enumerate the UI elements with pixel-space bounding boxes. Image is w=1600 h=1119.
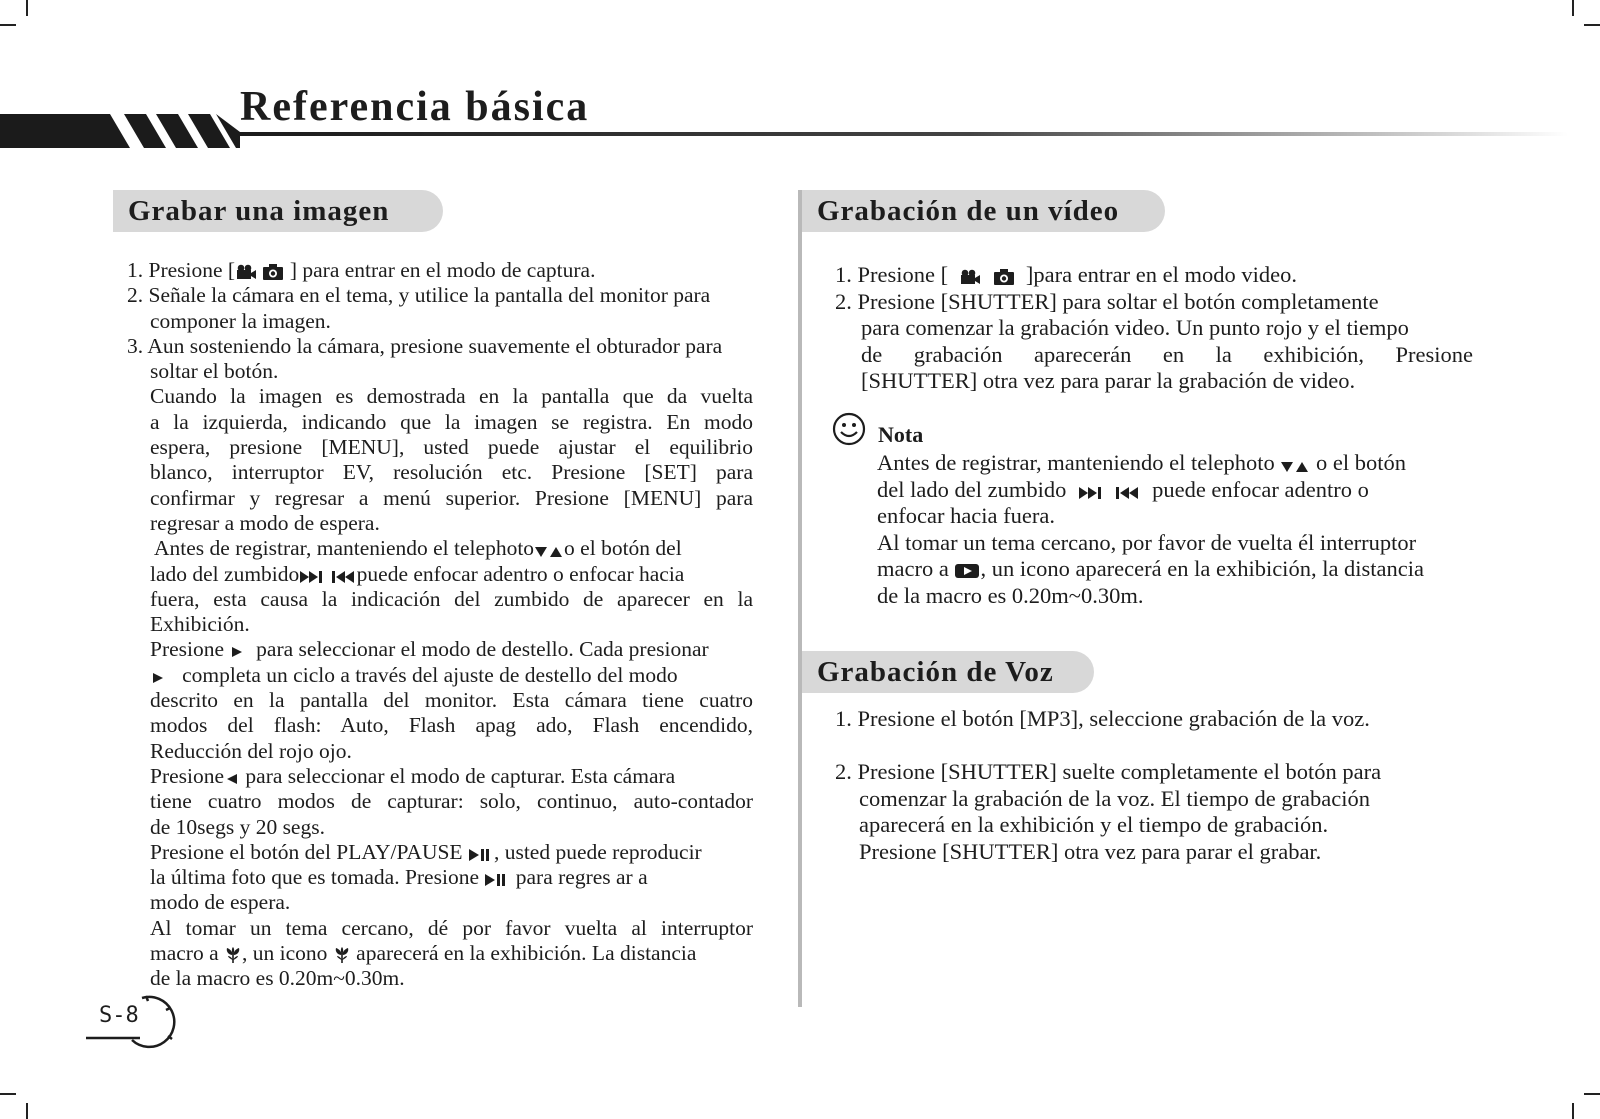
crop-mark [0, 24, 16, 26]
left-line: Al tomar un tema cercano, dé por favor vuelta al interruptor [150, 915, 753, 940]
smiley-icon [832, 412, 866, 446]
voice-line: Presione [SHUTTER] otra vez para parar el grabar. [859, 838, 1322, 864]
video-camera-icon [235, 263, 257, 281]
video-line: [SHUTTER] otra vez para parar la grabación de video. [861, 368, 1356, 393]
note-line: de la macro es 0.20m~0.30m. [877, 582, 1144, 608]
column-divider [798, 190, 802, 1007]
left-line: de la macro es 0.20m~0.30m. [150, 966, 405, 991]
macro-play-icon [954, 562, 980, 580]
left-line: componer la imagen. [150, 308, 331, 333]
section-heading-text: Grabación de Voz [817, 656, 1054, 688]
left-line: 2. Señale la cámara en el tema, y utilice la pantalla del monitor para [127, 283, 711, 308]
left-line: tiene cuatro modos de capturar: solo, continuo, auto-contador [150, 789, 753, 814]
crop-mark [26, 1103, 28, 1119]
left-line: macro a , un icono aparecerá en la exhibición. La distancia [150, 941, 697, 966]
note-line: enfocar hacia fuera. [877, 503, 1055, 528]
play-pause-icon [468, 847, 494, 863]
left-line: soltar el botón. [150, 359, 279, 384]
left-line: la última foto que es tomada. Presione para regres ar a [150, 865, 648, 890]
video-line: para comenzar la grabación video. Un punto rojo y el tiempo [861, 315, 1409, 340]
voice-spacer [835, 733, 1473, 760]
crop-mark [26, 0, 28, 16]
zoom-tele-icon [1280, 458, 1310, 474]
play-pause-icon [484, 872, 510, 888]
video-line: 2. Presione [SHUTTER] para soltar el botón completamente [835, 288, 1379, 314]
video-body [835, 262, 1473, 395]
note-body [877, 450, 1474, 609]
voice-line: 1. Presione el botón [MP3], seleccione grabación de la voz. [835, 706, 1370, 731]
crop-mark [1584, 1093, 1600, 1095]
play-right-icon [150, 670, 166, 686]
macro-flower-icon [224, 946, 242, 964]
play-left-icon [224, 771, 240, 787]
note-line: Antes de registrar, manteniendo el telephoto o el botón [877, 450, 1406, 475]
page-title: Referencia básica [240, 84, 590, 130]
note-line: macro a , un icono aparecerá en la exhibición, la distancia [877, 556, 1425, 581]
camera-icon [993, 268, 1015, 286]
header-rule [238, 132, 1568, 136]
section-heading-voice [802, 651, 1094, 693]
video-line: de grabación aparecerán en la exhibición, Presione [861, 341, 1473, 367]
left-line: Reducción del rojo ojo. [150, 738, 352, 763]
crop-mark [1572, 0, 1574, 16]
left-line: de 10segs y 20 segs. [150, 814, 325, 839]
voice-body [835, 706, 1473, 865]
macro-flower-icon [333, 946, 351, 964]
crop-mark [1584, 24, 1600, 26]
section-heading-image [113, 190, 443, 232]
zoom-tele-icon [534, 543, 564, 559]
left-line: fuera, esta causa la indicación del zumbido de aparecer en la [150, 586, 753, 611]
note-line: del lado del zumbido puede enfocar adentro o [877, 476, 1369, 502]
section-heading-text: Grabar una imagen [128, 195, 390, 227]
rewind-icon [1115, 485, 1141, 501]
voice-line: 2. Presione [SHUTTER] suelte completamente el botón para [835, 759, 1382, 784]
fast-forward-icon [299, 569, 325, 585]
header-bar [0, 114, 240, 148]
fast-forward-icon [1078, 485, 1104, 501]
note-line: Al tomar un tema cercano, por favor de vuelta él interruptor [877, 529, 1417, 555]
left-line: modo de espera. [150, 890, 291, 915]
left-line: 3. Aun sosteniendo la cámara, presione suavemente el obturador para [127, 333, 723, 358]
note-label: Nota [878, 422, 924, 447]
section-heading-text: Grabación de un vídeo [817, 195, 1120, 227]
crop-mark [0, 1093, 16, 1095]
left-line: a la izquierda, indicando que la imagen se registra. En modo [150, 409, 753, 434]
left-line: Presione para seleccionar el modo de destello. Cada presionar [150, 637, 709, 662]
crop-mark [1572, 1103, 1574, 1119]
video-line: 1. Presione [ ]para entrar en el modo video. [835, 262, 1297, 287]
video-camera-icon [959, 268, 981, 286]
left-line: blanco, interruptor EV, resolución etc. Presione [SET] para [150, 460, 753, 485]
voice-line: comenzar la grabación de la voz. El tiempo de grabación [859, 785, 1371, 811]
left-body [127, 258, 753, 992]
left-line: espera, presione [MENU], usted puede ajustar el equilibrio [150, 435, 753, 460]
play-right-icon [229, 644, 245, 660]
rewind-icon [331, 569, 357, 585]
left-line: descrito en la pantalla del monitor. Esta cámara tiene cuatro [150, 688, 753, 713]
left-line: lado del zumbido puede enfocar adentro o enfocar hacia [150, 561, 685, 586]
left-line: confirmar y regresar a menú superior. Presione [MENU] para [150, 485, 753, 510]
camera-icon [262, 263, 284, 281]
left-line: Presione para seleccionar el modo de capturar. Esta cámara [150, 763, 676, 788]
voice-line: aparecerá en la exhibición y el tiempo de grabación. [859, 812, 1329, 837]
page-number: S-8 [99, 1003, 139, 1028]
left-line: regresar a modo de espera. [150, 510, 380, 535]
section-heading-video [802, 190, 1165, 232]
left-line: Cuando la imagen es demostrada en la pantalla que da vuelta [150, 384, 753, 409]
left-line: completa un ciclo a través del ajuste de destello del modo [127, 663, 753, 688]
left-line: Antes de registrar, manteniendo el telephoto o el botón del [154, 536, 682, 561]
left-line: Presione el botón del PLAY/PAUSE , usted puede reproducir [150, 839, 702, 864]
left-line: Exhibición. [150, 612, 250, 637]
page-number-badge [84, 992, 176, 1050]
left-line: modos del flash: Auto, Flash apag ado, Flash encendido, [150, 713, 753, 738]
left-line: 1. Presione [ ] para entrar en el modo de captura. [127, 258, 596, 282]
